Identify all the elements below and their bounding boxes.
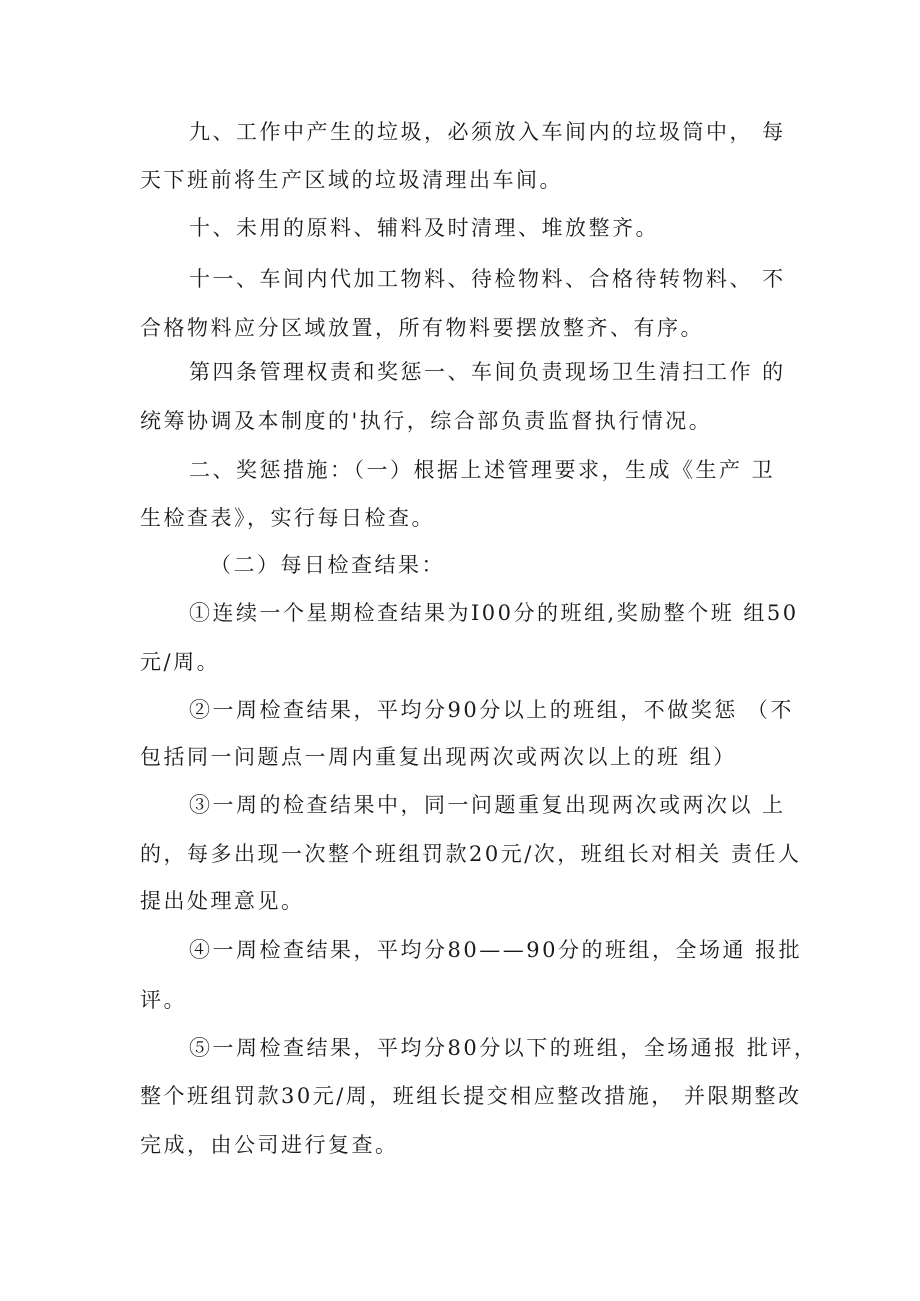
text-line: 统筹协调及本制度的'执行，综合部负责监督执行情况。: [140, 409, 713, 433]
text-line: 提出处理意见。: [140, 889, 305, 913]
text-line: 整个班组罚款30元/周，班组长提交相应整改措施， 并限期整改: [140, 1084, 802, 1108]
text-line: 十一、车间内代加工物料、待检物料、合格待转物料、 不: [189, 267, 786, 291]
text-line: 生检查表》，实行每日检查。: [140, 506, 435, 530]
text-line: 合格物料应分区域放置，所有物料要摆放整齐、有序。: [140, 316, 704, 340]
text-line: 二、奖惩措施：（一）根据上述管理要求，生成《生产 卫: [189, 458, 776, 482]
text-line: ④一周检查结果，平均分80——90分的班组，全场通 报批: [189, 938, 803, 962]
text-line: （二）每日检查结果：: [210, 553, 445, 577]
text-line: 十、未用的原料、辅料及时清理、堆放整齐。: [189, 216, 659, 240]
text-line: 元/周。: [140, 650, 221, 674]
text-line: ③一周的检查结果中，同一问题重复出现两次或两次以 上: [189, 793, 786, 817]
text-line: ②一周检查结果，平均分90分以上的班组，不做奖惩 （不: [189, 698, 794, 722]
text-line: ①连续一个星期检查结果为I00分的班组,奖励整个班 组50: [189, 601, 799, 625]
text-line: 九、工作中产生的垃圾，必须放入车间内的垃圾筒中， 每: [189, 120, 786, 144]
text-line: 包括同一问题点一周内重复出现两次或两次以上的班 组）: [140, 745, 737, 769]
text-line: ⑤一周检查结果，平均分80分以下的班组，全场通报 批评，: [189, 1036, 818, 1060]
text-line: 完成，由公司进行复查。: [140, 1133, 399, 1157]
text-line: 评。: [140, 988, 187, 1012]
text-line: 第四条管理权责和奖惩一、车间负责现场卫生清扫工作 的: [189, 360, 786, 384]
text-line: 的，每多出现一次整个班组罚款20元/次，班组长对相关 责任人: [140, 842, 802, 866]
text-line: 天下班前将生产区域的垃圾清理出车间。: [140, 168, 563, 192]
